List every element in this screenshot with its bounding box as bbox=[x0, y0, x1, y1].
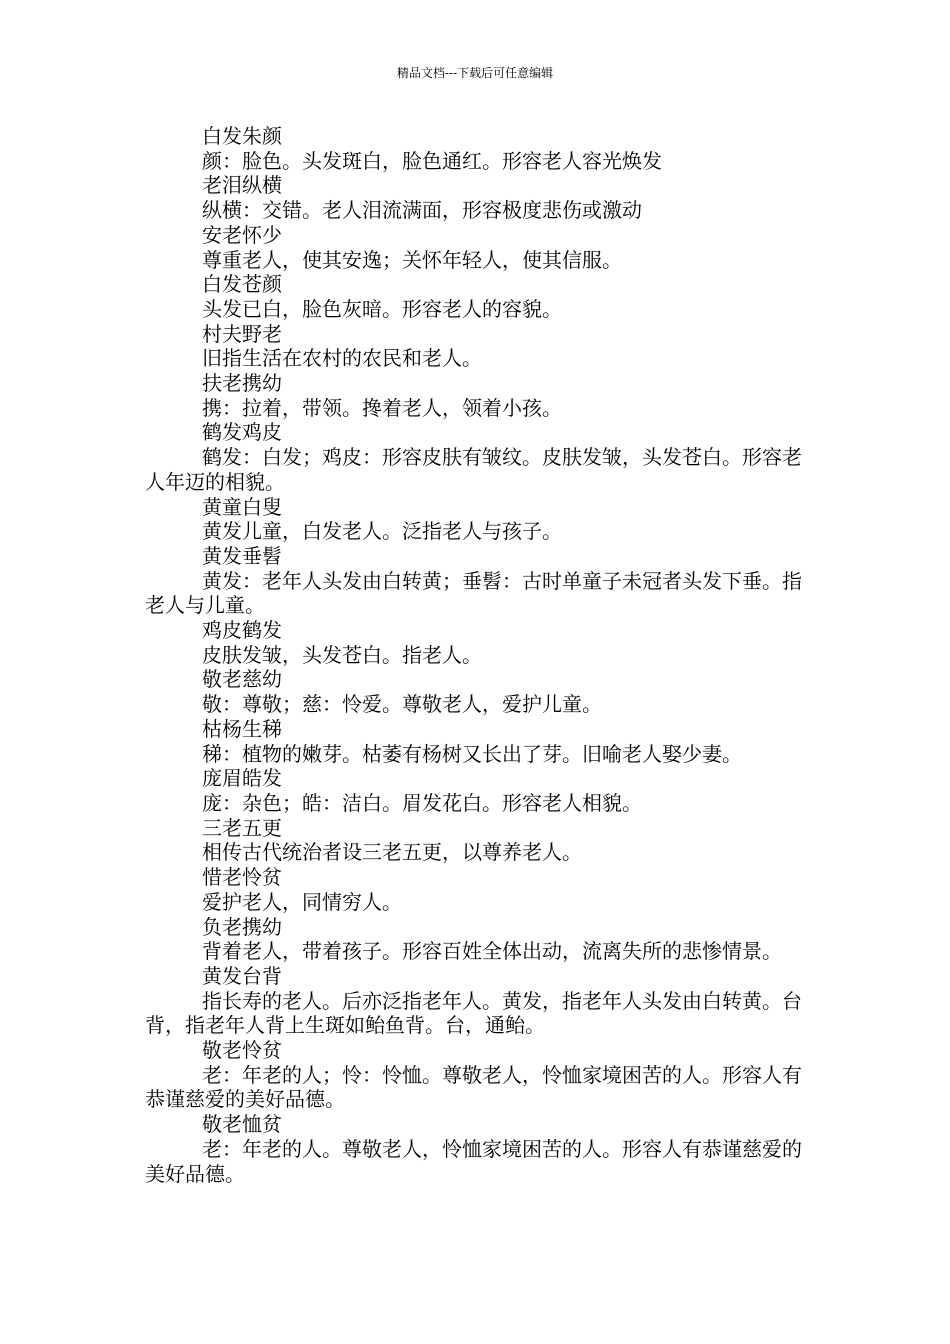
idiom-term: 鸡皮鹤发 bbox=[202, 618, 282, 643]
idiom-definition: 爱护老人，同情穷人。 bbox=[202, 889, 402, 914]
idiom-definition: 头发已白，脸色灰暗。形容老人的容貌。 bbox=[202, 296, 562, 321]
idiom-definition: 敬：尊敬；慈：怜爱。尊敬老人，爱护儿童。 bbox=[202, 692, 602, 717]
idiom-definition: 庞：杂色；皓：洁白。眉发花白。形容老人相貌。 bbox=[202, 790, 642, 815]
idiom-term: 黄发垂髫 bbox=[202, 543, 282, 568]
document-body bbox=[145, 124, 809, 1186]
idiom-definition: 皮肤发皱，头发苍白。指老人。 bbox=[202, 642, 482, 667]
idiom-definition: 老：年老的人。尊敬老人，怜恤家境困苦的人。形容人有恭谨慈爱的美好品德。 bbox=[145, 1136, 802, 1186]
idiom-term: 黄发台背 bbox=[202, 963, 282, 988]
idiom-term: 黄童白叟 bbox=[202, 494, 282, 519]
idiom-term: 鹤发鸡皮 bbox=[202, 420, 282, 445]
idiom-definition: 纵横：交错。老人泪流满面，形容极度悲伤或激动 bbox=[202, 198, 642, 223]
idiom-term: 庞眉皓发 bbox=[202, 766, 282, 791]
idiom-definition: 指长寿的老人。后亦泛指老年人。黄发，指老年人头发由白转黄。台背，指老年人背上生斑如鲐鱼背。台，通鲐。 bbox=[145, 988, 802, 1038]
idiom-term: 扶老携幼 bbox=[202, 371, 282, 396]
idiom-definition: 相传古代统治者设三老五更，以尊养老人。 bbox=[202, 840, 582, 865]
idiom-term: 负老携幼 bbox=[202, 914, 282, 939]
idiom-definition: 黄发儿童，白发老人。泛指老人与孩子。 bbox=[202, 519, 562, 544]
idiom-definition: 颜：脸色。头发斑白，脸色通红。形容老人容光焕发 bbox=[202, 148, 662, 173]
idiom-term: 敬老慈幼 bbox=[202, 667, 282, 692]
idiom-definition: 鹤发：白发；鸡皮：形容皮肤有皱纹。皮肤发皱，头发苍白。形容老人年迈的相貌。 bbox=[145, 445, 802, 494]
idiom-definition: 携：拉着，带领。搀着老人，领着小孩。 bbox=[202, 395, 562, 420]
idiom-term: 安老怀少 bbox=[202, 222, 282, 247]
idiom-definition: 老：年老的人；怜：怜恤。尊敬老人，怜恤家境困苦的人。形容人有恭谨慈爱的美好品德。 bbox=[145, 1062, 802, 1112]
idiom-term: 敬老恤贫 bbox=[202, 1112, 282, 1137]
idiom-definition: 黄发：老年人头发由白转黄；垂髫：古时单童子未冠者头发下垂。指老人与儿童。 bbox=[145, 568, 802, 618]
idiom-term: 白发朱颜 bbox=[202, 124, 282, 148]
idiom-term: 惜老怜贫 bbox=[202, 865, 282, 890]
idiom-term: 枯杨生稊 bbox=[202, 716, 282, 741]
idiom-definition: 背着老人，带着孩子。形容百姓全体出动，流离失所的悲惨情景。 bbox=[202, 939, 782, 964]
idiom-term: 敬老怜贫 bbox=[202, 1038, 282, 1063]
idiom-term: 三老五更 bbox=[202, 815, 282, 840]
idiom-term: 村夫野老 bbox=[202, 321, 282, 346]
idiom-definition: 旧指生活在农村的农民和老人。 bbox=[202, 346, 482, 371]
idiom-definition: 尊重老人，使其安逸；关怀年轻人，使其信服。 bbox=[202, 247, 622, 272]
page-header: 精品文档---下载后可任意编辑 bbox=[396, 66, 554, 80]
idiom-term: 老泪纵横 bbox=[202, 173, 282, 198]
idiom-term: 白发苍颜 bbox=[202, 272, 282, 297]
idiom-definition: 稊：植物的嫩芽。枯萎有杨树又长出了芽。旧喻老人娶少妻。 bbox=[202, 741, 742, 766]
